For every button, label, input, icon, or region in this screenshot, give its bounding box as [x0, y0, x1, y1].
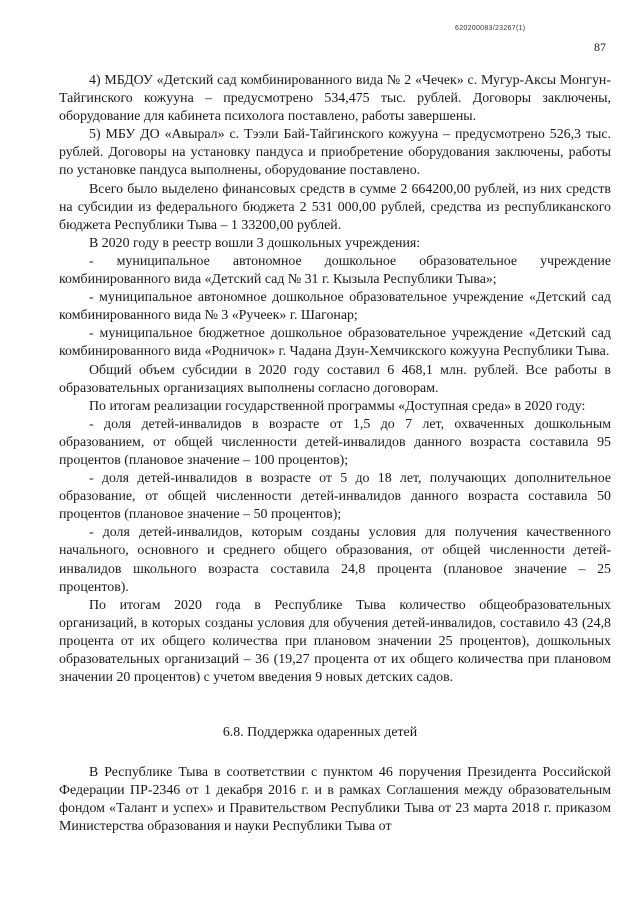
paragraph: В 2020 году в реестр вошли 3 дошкольных учреждения: [89, 235, 421, 251]
paragraph: Всего было выделено финансовых средств в сумме 2 664200,00 рублей, из них средств на субсидии из федерального бюджета 2 531 000,00 рублей, средства из республиканского бюджета Республики Тыва – 1 33200,00 рублей. [59, 181, 611, 233]
list-item: - доля детей-инвалидов в возрасте от 5 до 18 лет, получающих дополнительное образование, от общей численности детей-инвалидов данного возраста составила 50 процентов (плановое значение – 50 процентов); [59, 471, 611, 523]
section-body [59, 764, 611, 836]
paragraph: 4) МБДОУ «Детский сад комбинированного вида № 2 «Чечек» с. Мугур-Аксы Монгун-Тайгинского кожууна – предусмотрено 534,475 тыс. рублей. Договоры заключены, оборудование для кабинета психолога поставлено, работы завершены. [59, 73, 611, 125]
body-text [59, 72, 611, 687]
list-item: - доля детей-инвалидов в возрасте от 1,5 до 7 лет, охваченных дошкольным образованием, от общей численности детей-инвалидов данного возраста составила 95 процентов (плановое значение – 100 процентов); [59, 416, 611, 468]
page-number: 87 [594, 40, 606, 54]
paragraph: Общий объем субсидии в 2020 году составил 6 468,1 млн. рублей. Все работы в образовательных организациях выполнены согласно договорам. [59, 362, 611, 396]
section-title: 6.8. Поддержка одаренных детей [222, 725, 418, 740]
list-item: - доля детей-инвалидов, которым созданы условия для получения качественного начального, основного и среднего общего образования, от общей численности детей-инвалидов школьного возраста составила 24,8 процента (плановое значение – 25 процентов). [59, 525, 611, 595]
list-item: - муниципальное бюджетное дошкольное образовательное учреждение «Детский сад комбинированного вида «Родничок» г. Чадана Дзун-Хемчикского кожууна Республики Тыва. [59, 326, 611, 360]
paragraph: По итогам 2020 года в Республике Тыва количество общеобразовательных организаций, в которых созданы условия для обучения детей-инвалидов, составило 43 (24,8 процента от их общего количества при плановом значении 25 процентов), дошкольных образовательных организаций – 36 (19,27 процента от их общего количества при плановом значении 20 процентов) с учетом введения 9 новых детских садов. [59, 597, 611, 686]
paragraph: По итогам реализации государственной программы «Доступная среда» в 2020 году: [89, 398, 586, 414]
list-item: - муниципальное автономное дошкольное образовательное учреждение «Детский сад комбинированного вида № 3 «Ручеек» г. Шагонар; [59, 290, 611, 324]
paragraph: 5) МБУ ДО «Авырал» с. Тээли Бай-Тайгинского кожууна – предусмотрено 526,3 тыс. рублей. Договоры на установку пандуса и приобретение оборудования заключены, работы по установке пандуса выполнены, оборудование поставлено. [59, 127, 611, 179]
document-id: 620200083/23267(1) [455, 25, 526, 32]
paragraph: В Республике Тыва в соответствии с пунктом 46 поручения Президента Российской Федерации ПР-2346 от 1 декабря 2016 г. и в рамках Соглашения между образовательным фондом «Талант и успех» и Правительством Республики Тыва от 23 марта 2018 г. приказом Министерства образования и науки Республики Тыва от [59, 765, 611, 835]
list-item: - муниципальное автономное дошкольное образовательное учреждение комбинированного вида «Детский сад № 31 г. Кызыла Республики Тыва»; [59, 253, 611, 288]
